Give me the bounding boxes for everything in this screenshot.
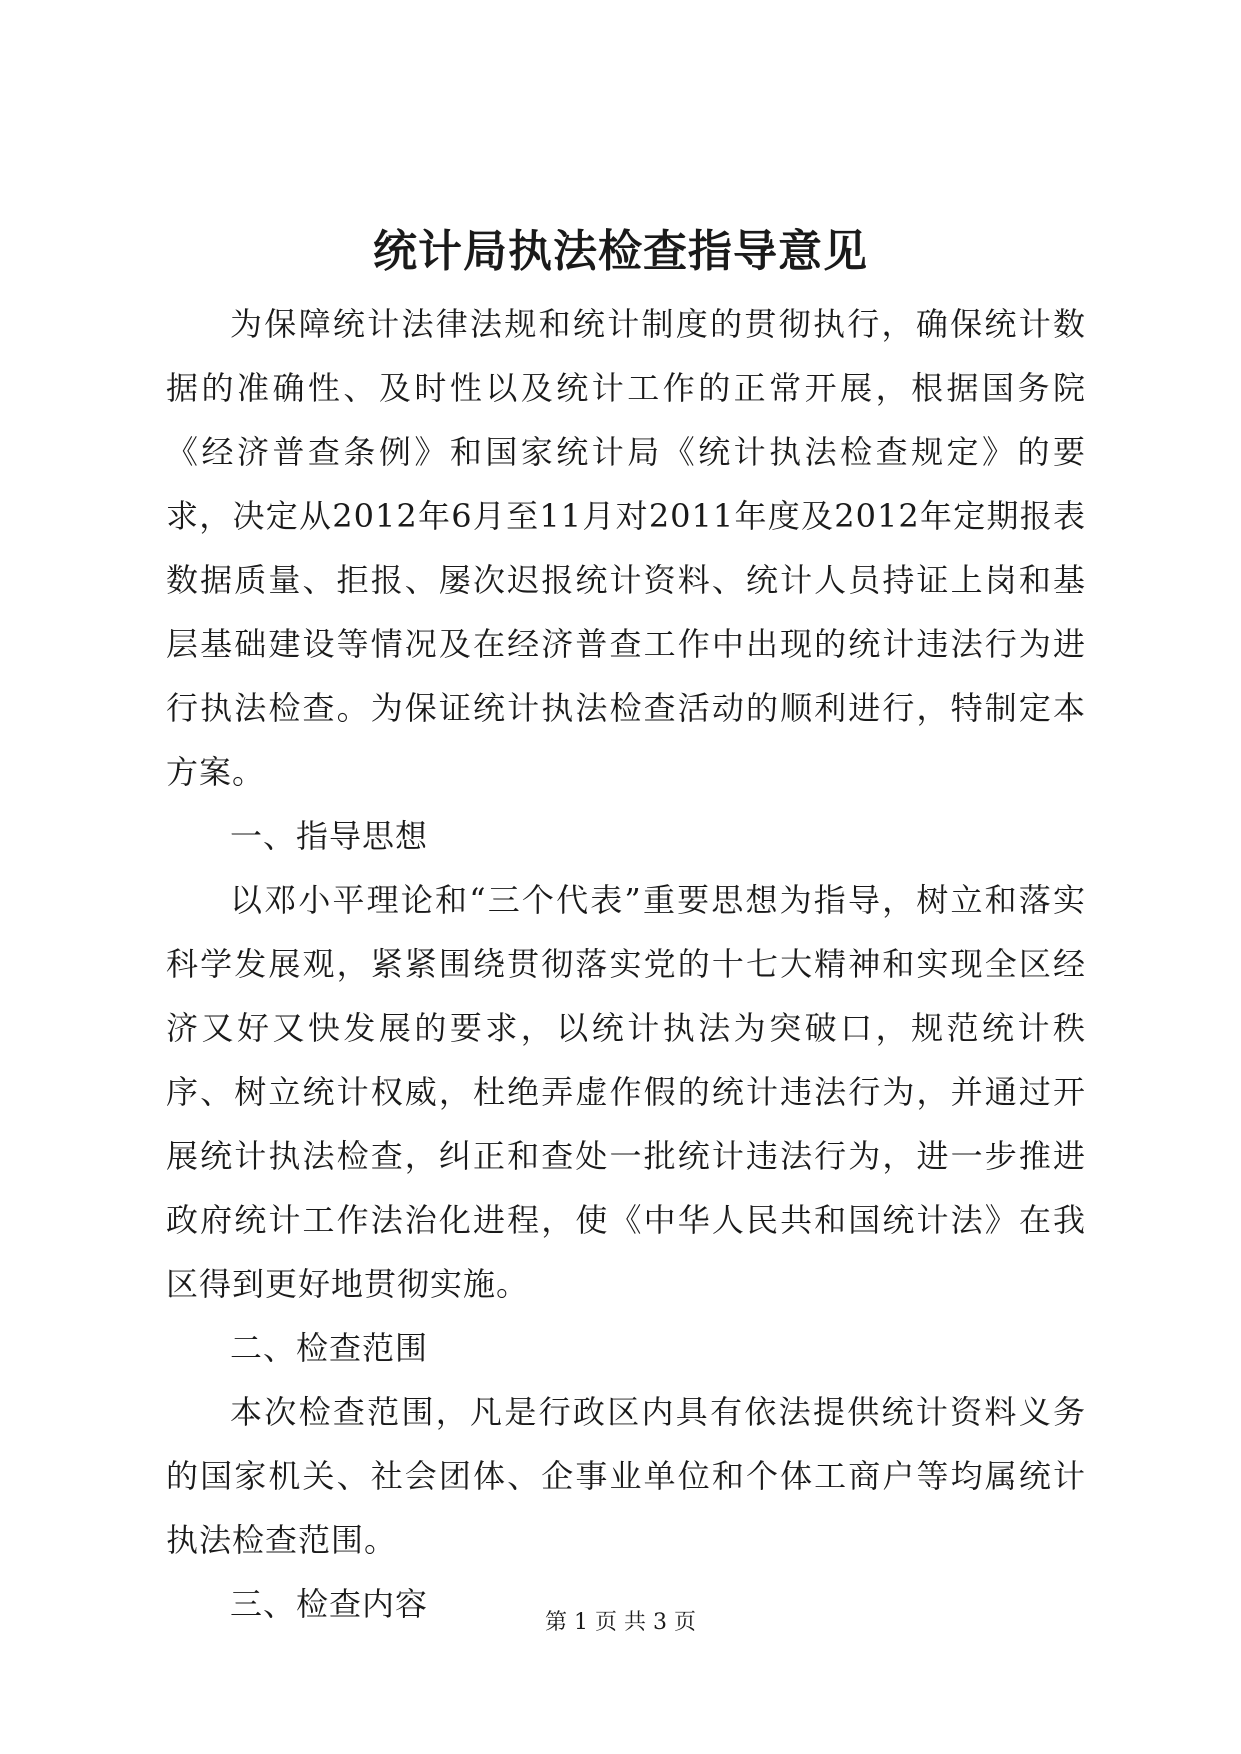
page-number-footer: 第 1 页 共 3 页 — [545, 1610, 696, 1635]
section-heading-inspection-content: 三、检查内容 — [230, 1585, 429, 1623]
guiding-ideology-paragraph: 以邓小平理论和“三个代表”重要思想为指导，树立和落实科学发展观，紧紧围绕贯彻落实党的十七大精神和实现全区经济又好又快发展的要求，以统计执法为突破口，规范统计秩序、树立统计权威，杜绝弄虚作假的统计违法行为，并通过开展统计执法检查，纠正和查处一批统计违法行为，进一步推进政府统计工作法治化进程，使《中华人民共和国统计法》在我区得到更好地贯彻实施。 — [166, 881, 1086, 1303]
section-heading-guiding-ideology: 一、指导思想 — [230, 817, 429, 855]
intro-paragraph: 为保障统计法律法规和统计制度的贯彻执行，确保统计数据的准确性、及时性以及统计工作的正常开展，根据国务院《经济普查条例》和国家统计局《统计执法检查规定》的要求，决定从2012年6月至11月对2011年度及2012年定期报表数据质量、拒报、屡次迟报统计资料、统计人员持证上岗和基层基础建设等情况及在经济普查工作中出现的统计违法行为进行执法检查。为保证统计执法检查活动的顺利进行，特制定本方案。 — [166, 305, 1086, 791]
section-heading-inspection-scope: 二、检查范围 — [230, 1329, 429, 1367]
inspection-scope-paragraph: 本次检查范围，凡是行政区内具有依法提供统计资料义务的国家机关、社会团体、企事业单位和个体工商户等均属统计执法检查范围。 — [166, 1393, 1086, 1559]
document-body — [166, 292, 1086, 1636]
document-title: 统计局执法检查指导意见 — [373, 226, 868, 277]
